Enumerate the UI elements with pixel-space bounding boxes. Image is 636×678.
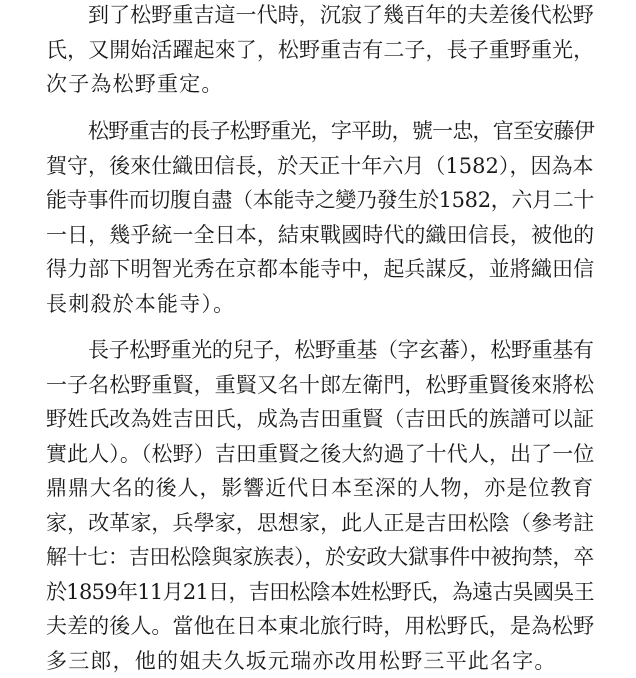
text-line: 得力部下明智光秀在京都本能寺中，起兵謀反，並將織田信 bbox=[46, 252, 594, 287]
text-line: 鼎鼎大名的後人，影響近代日本至深的人物，亦是位教育 bbox=[46, 471, 594, 506]
text-line: 次子為松野重定。 bbox=[46, 67, 594, 102]
text-line: 一日，幾乎統一全日本，結束戰國時代的織田信長，被他的 bbox=[46, 218, 594, 253]
paragraph-1 bbox=[46, 0, 594, 102]
text-line: 野姓氏改為姓吉田氏，成為吉田重賢（吉田氏的族譜可以証 bbox=[46, 402, 594, 437]
text-line: 長子松野重光的兒子，松野重基（字玄蕃），松野重基有 bbox=[46, 333, 594, 368]
text-line: 松野重吉的長子松野重光，字平助，號一忠，官至安藤伊 bbox=[46, 114, 594, 149]
paragraph-3 bbox=[46, 333, 594, 678]
text-line: 家，改革家，兵學家，思想家，此人正是吉田松陰（參考註 bbox=[46, 506, 594, 541]
text-line: 夫差的後人。當他在日本東北旅行時，用松野氏，是為松野 bbox=[46, 609, 594, 644]
text-line: 一子名松野重賢，重賢又名十郎左衛門，松野重賢後來將松 bbox=[46, 368, 594, 403]
text-line: 多三郎，他的姐夫久坂元瑞亦改用松野三平此名字。 bbox=[46, 644, 594, 678]
text-line: 實此人）。（松野）吉田重賢之後大約過了十代人，出了一位 bbox=[46, 437, 594, 472]
text-line: 賀守，後來仕織田信長，於天正十年六月（1582），因為本 bbox=[46, 149, 594, 184]
text-line: 到了松野重吉這一代時，沉寂了幾百年的夫差後代松野 bbox=[46, 0, 594, 33]
text-line: 長刺殺於本能寺）。 bbox=[46, 287, 594, 322]
text-line: 能寺事件而切腹自盡（本能寺之變乃發生於1582，六月二十 bbox=[46, 183, 594, 218]
paragraph-2 bbox=[46, 114, 594, 321]
text-line: 於1859年11月21日，吉田松陰本姓松野氏，為遠古吳國吳王 bbox=[46, 575, 594, 610]
text-line: 解十七：吉田松陰與家族表），於安政大獄事件中被拘禁，卒 bbox=[46, 540, 594, 575]
text-line: 氏，又開始活躍起來了，松野重吉有二子，長子重野重光， bbox=[46, 33, 594, 68]
